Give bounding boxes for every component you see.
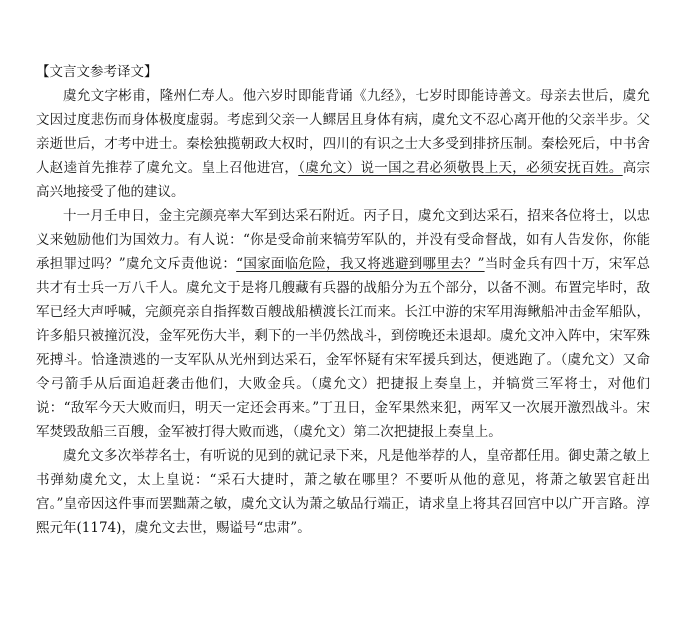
translation-document <box>36 60 650 540</box>
paragraph-2-text: 十一月壬申日，金主完颜亮率大军到达采石附近。丙子日，虞允文到达采石，招来各位将士，以忠义来勉励他们为国效力。有人说：“你是受命前来犒劳军队的，并没有受命督战，如有人告发你，你能承担罪过吗？”虞允文斥责他说： <box>36 208 650 272</box>
paragraph-1 <box>36 84 650 204</box>
paragraph-2-text-end: 当时金兵有四十万，宋军总共才有士兵一万八千人。虞允文于是将几艘藏有兵器的战船分为五个部分，以备不测。布置完毕时，敌军已经大声呼喊，完颜亮亲自指挥数百艘战船横渡长江而来。长江中游的宋军用海鳅船冲击金军船队，许多船只被撞沉没，金军死伤大半，剩下的一半仍然战斗，到傍晚还未退却。虞允文冲入阵中，宋军殊死搏斗。恰逢溃逃的一支军队从光州到达采石，金军怀疑有宋军援兵到达，便逃跑了。（虞允文）又命令弓箭手从后面追赶袭击他们，大败金兵。（虞允文）把捷报上奏皇上，并犒赏三军将士，对他们说：“敌军今天大败而归，明天一定还会再来。”丁丑日，金军果然来犯，两军又一次展开激烈战斗。宋军焚毁敌船三百艘，金军被打得大败而逃，（虞允文）第二次把捷报上奏皇上。 <box>36 256 651 440</box>
paragraph-1-underlined-text: （虞允文）说一国之君必须敬畏上天，必须安抚百姓。 <box>298 160 623 176</box>
paragraph-3 <box>36 444 650 540</box>
paragraph-2-underlined-text: “国家面临危险，我又将逃避到哪里去？” <box>236 256 485 272</box>
paragraph-1-text: 虞允文字彬甫，隆州仁寿人。他六岁时即能背诵《九经》，七岁时即能诗善文。母亲去世后，虞允文因过度悲伤而身体极度虚弱。考虑到父亲一人鳏居且身体有病，虞允文不忍心离开他的父亲半步。父亲逝世后，才考中进士。秦桧独揽朝政大权时，四川的有识之士大多受到排挤压制。秦桧死后，中书舍人赵逵首先推荐了虞允文。皇上召他进宫， <box>36 88 650 176</box>
paragraph-1-text-end: 高宗高兴地接受了他的建议。 <box>36 160 651 200</box>
section-heading: 【文言文参考译文】 <box>36 64 158 80</box>
paragraph-3-text: 虞允文多次举荐名士，有听说的见到的就记录下来，凡是他举荐的人，皇帝都任用。御史萧之敏上书弹劾虞允文，太上皇说：“采石大捷时，萧之敏在哪里？不要听从他的意见，将萧之敏罢官赶出宫。”皇帝因这件事而罢黜萧之敏，虞允文认为萧之敏品行端正，请求皇上将其召回宫中以广开言路。淳熙元年(1174)，虞允文去世，赐谥号“忠肃”。 <box>36 448 650 536</box>
paragraph-2 <box>36 204 650 444</box>
